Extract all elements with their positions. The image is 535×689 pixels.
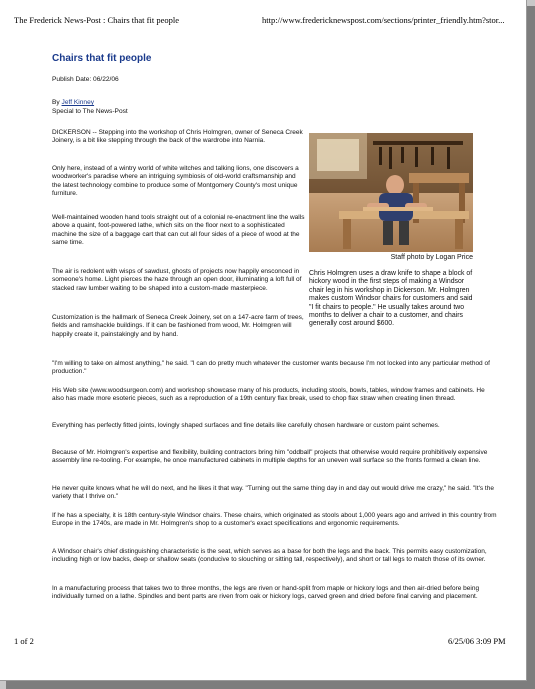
print-timestamp: 6/25/06 3:09 PM (448, 636, 506, 646)
page-shadow-right (527, 6, 535, 689)
article-paragraph-2: Only here, instead of a wintry world of white witches and talking lions, one discovers a woodworker's paradise where an intriguing symbiosis of old-world craftsmanship and the latest technology combine to produce some of Montgomery County's most unique furniture. (52, 165, 299, 198)
author-link[interactable]: Jeff Kinney (61, 99, 95, 106)
article-paragraph-3: Well-maintained wooden hand tools straight out of a colonial re-enactment line the walls above a quaint, foot-powered lathe, which sits on the floor next to a sophisticated machine the size of a baggage cart that can cut all four sides of a piece of wood at the same time. (52, 214, 305, 247)
article-paragraph-10: He never quite knows what he will do next, and he likes it that way. "Turning out the same thing day in and day out would drive me crazy," he said. "It's the variety that I thrive on." (52, 485, 494, 501)
article-paragraph-8: Everything has perfectly fitted joints, lovingly shaped surfaces and fine details like carefully chosen hardware or custom paint schemes. (52, 422, 440, 429)
print-header-url: http://www.fredericknewspost.com/sections/printer_friendly.htm?stor... (262, 15, 505, 25)
article-photo (309, 133, 473, 252)
page-shadow-bottom (6, 681, 535, 689)
article-paragraph-11: If he has a specialty, it is 18th century-style Windsor chairs. These chairs, which originated as stools about 1,000 years ago and arrived in this country from Europe in the 1740s, are made in Mr. Holmgren's shop to a customer's exact specifications and ergonomic requirements. (52, 512, 497, 528)
page-number: 1 of 2 (14, 636, 34, 646)
byline-prefix: By (52, 99, 60, 106)
print-header-title: The Frederick News-Post : Chairs that fit people (14, 15, 180, 25)
article-paragraph-9: Because of Mr. Holmgren's expertise and flexibility, building contractors bring him "oddball" projects that otherwise would require prohibitively expensive assembly line re-tooling. For example, he once manufactured cabinets in multiple depths for an uneven wall surface so the fronts formed a clean line. (52, 449, 488, 465)
woodworker-photo-image (309, 133, 473, 252)
byline (52, 99, 128, 116)
author-affiliation: Special to The News-Post (52, 107, 128, 115)
article-paragraph-12: A Windsor chair's chief distinguishing characteristic is the seat, which serves as a base for both the legs and the back. This permits easy customization, including high or low backs, deep or shallow seats (conducive to slouching or sitting tall, respectively), and short or tall legs to match those of its owner. (52, 548, 487, 564)
article-paragraph-13: In a manufacturing process that takes two to three months, the legs are riven or hand-split from maple or hickory logs and then air-dried before being individually turned on a lathe. Spindles and bent parts are riven from oak or hickory logs, carved green and dried before final carving and placement. (52, 585, 480, 601)
article-paragraph-5: Customization is the hallmark of Seneca Creek Joinery, set on a 147-acre farm of trees, fields and ramshackle buildings. If it can be fashioned from wood, Mr. Holmgren will happily create it, painstakingly and by hand. (52, 314, 304, 338)
article-paragraph-6: "I'm willing to take on almost anything," he said. "I can do pretty much whatever the customer wants because I'm not locked into any particular method of production." (52, 360, 490, 376)
photo-caption: Chris Holmgren uses a draw knife to shape a block of hickory wood in the first steps of making a Windsor chair leg in his workshop in Dickerson. Mr. Holmgren makes custom Windsor chairs for customers and said "I fit chairs to people." He usually takes around two months to deliver a chair to a customer, and chairs generally cost around $600. (309, 270, 473, 328)
article-paragraph-4: The air is redolent with wisps of sawdust, ghosts of projects now happily ensconced in someone's home. Light pierces the haze through an open door, illuminating a loft full of stacked raw lumber waiting to be shaped into a custom-made masterpiece. (52, 268, 302, 292)
article-title: Chairs that fit people (52, 53, 152, 64)
article-paragraph-1: DICKERSON -- Stepping into the workshop of Chris Holmgren, owner of Seneca Creek Joinery, is a bit like stepping through the back of the wardrobe into Narnia. (52, 129, 303, 145)
photo-credit: Staff photo by Logan Price (390, 254, 473, 261)
article-paragraph-7: His Web site (www.woodsurgeon.com) and workshop showcase many of his products, including stools, bowls, tables, window frames and cabinets. He also has made more esoteric pieces, such as a reproduction of a 19th century flax break, used to chop flax straw when creating linen thread. (52, 387, 485, 403)
publish-date: Publish Date: 06/22/06 (52, 76, 119, 83)
